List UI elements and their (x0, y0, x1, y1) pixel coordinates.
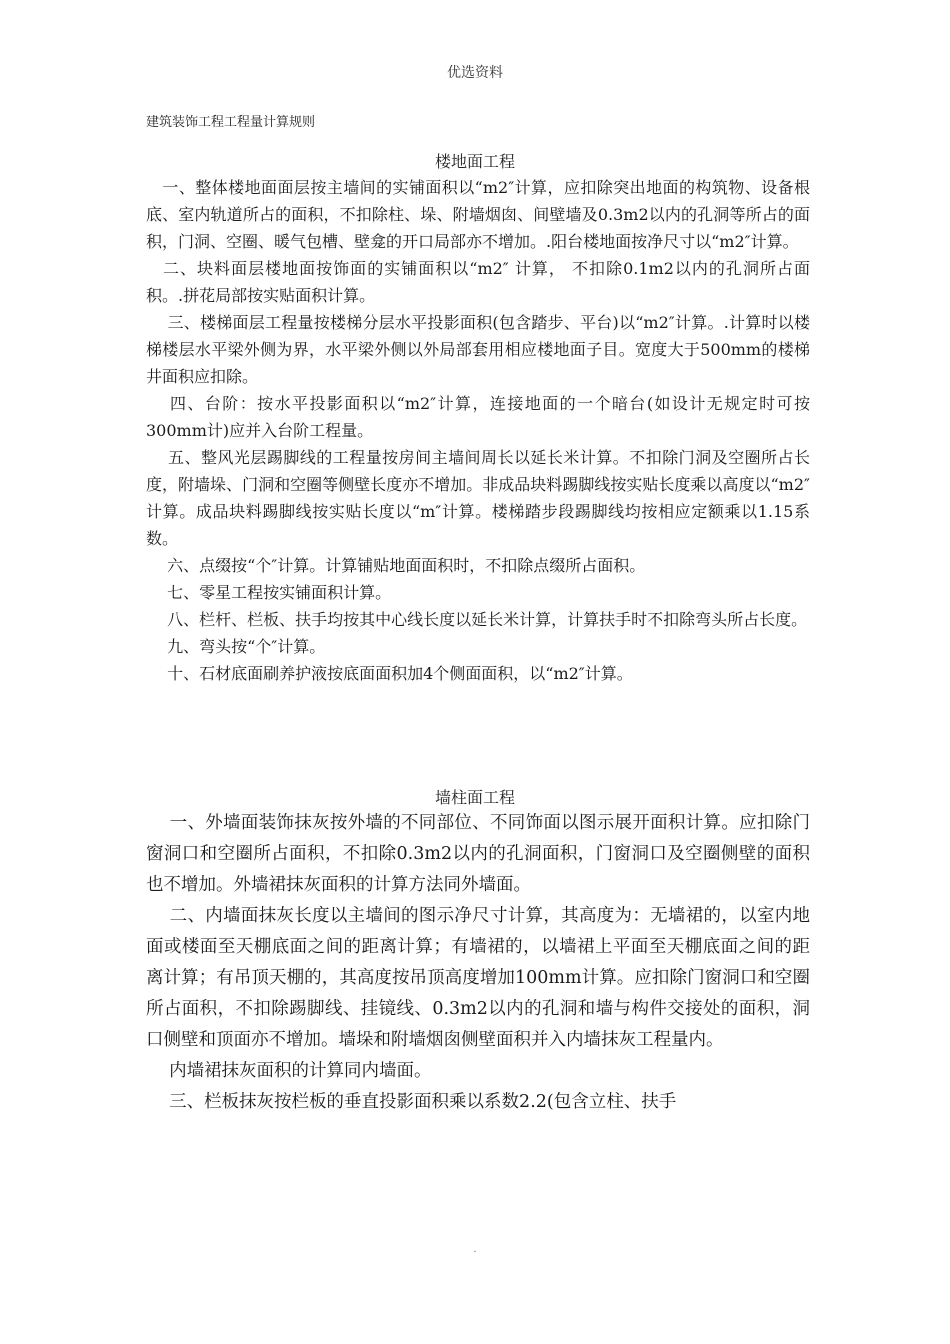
paragraph: 五、整风光层踢脚线的工程量按房间主墙间周长以延长米计算。不扣除门洞及空圈所占长度，附墙垛、门洞和空圈等侧壁长度亦不增加。非成品块料踢脚线按实贴长度乘以高度以“m2″计算。成品块料踢脚线按实贴长度以“m″计算。楼梯踏步段踢脚线均按相应定额乘以1.15系数。 (146, 448, 810, 548)
paragraph: 三、栏板抹灰按栏板的垂直投影面积乘以系数2.2(包含立柱、扶手 (146, 1092, 677, 1112)
page-footer: . (473, 1244, 477, 1255)
paragraph: 四、台阶：按水平投影面积以“m2″计算，连接地面的一个暗台(如设计无规定时可按300mm计)应并入台阶工程量。 (146, 394, 810, 440)
document-title: 建筑装饰工程工程量计算规则 (146, 115, 316, 130)
paragraph: 内墙裙抹灰面积的计算同内墙面。 (146, 1061, 432, 1081)
paragraph: 九、弯头按“个″计算。 (146, 637, 326, 656)
paragraph: 三、楼梯面层工程量按楼梯分层水平投影面积(包含踏步、平台)以“m2″计算。.计算时以楼梯楼层水平梁外侧为界，水平梁外侧以外局部套用相应楼地面子目。宽度大于500mm的楼梯井面积应扣除。 (146, 313, 810, 386)
paragraph: 一、外墙面装饰抹灰按外墙的不同部位、不同饰面以图示展开面积计算。应扣除门窗洞口和空圈所占面积，不扣除0.3m2以内的孔洞面积，门窗洞口及空圈侧壁的面积也不增加。外墙裙抹灰面积的计算方法同外墙面。 (146, 813, 810, 895)
section-floor-body (146, 174, 810, 687)
paragraph: 二、块料面层楼地面按饰面的实铺面积以“m2″ 计算， 不扣除0.1m2以内的孔洞所占面积。.拼花局部按实贴面积计算。 (146, 259, 810, 305)
section-wall-body (146, 808, 810, 1118)
paragraph: 七、零星工程按实铺面积计算。 (146, 583, 392, 602)
paragraph: 一、整体楼地面面层按主墙间的实铺面积以“m2″计算，应扣除突出地面的构筑物、设备根底、室内轨道所占的面积，不扣除柱、垛、附墙烟囱、间壁墙及0.3m2以内的孔洞等所占的面积，门洞、空圈、暖气包槽、壁龛的开口局部亦不增加。.阳台楼地面按净尺寸以“m2″计算。 (146, 178, 810, 251)
paragraph: 八、栏杆、栏板、扶手均按其中心线长度以延长米计算，计算扶手时不扣除弯头所占长度。 (146, 610, 808, 629)
section-title-floor: 楼地面工程 (434, 152, 515, 171)
page-header: 优选资料 (447, 65, 503, 81)
paragraph: 六、点缀按“个″计算。计算铺贴地面面积时，不扣除点缀所占面积。 (146, 556, 646, 575)
section-title-wall: 墙柱面工程 (434, 788, 515, 807)
paragraph: 十、石材底面刷养护液按底面面积加4个侧面面积，以“m2″计算。 (146, 664, 633, 683)
paragraph: 二、内墙面抹灰长度以主墙间的图示净尺寸计算，其高度为：无墙裙的，以室内地面或楼面至天棚底面之间的距离计算；有墙裙的，以墙裙上平面至天棚底面之间的距离计算；有吊顶天棚的，其高度按吊顶高度增加100mm计算。应扣除门窗洞口和空圈所占面积，不扣除踢脚线、挂镜线、0.3m2以内的孔洞和墙与构件交接处的面积，洞口侧壁和顶面亦不增加。墙垛和附墙烟囱侧壁面积并入内墙抹灰工程量内。 (146, 906, 810, 1050)
